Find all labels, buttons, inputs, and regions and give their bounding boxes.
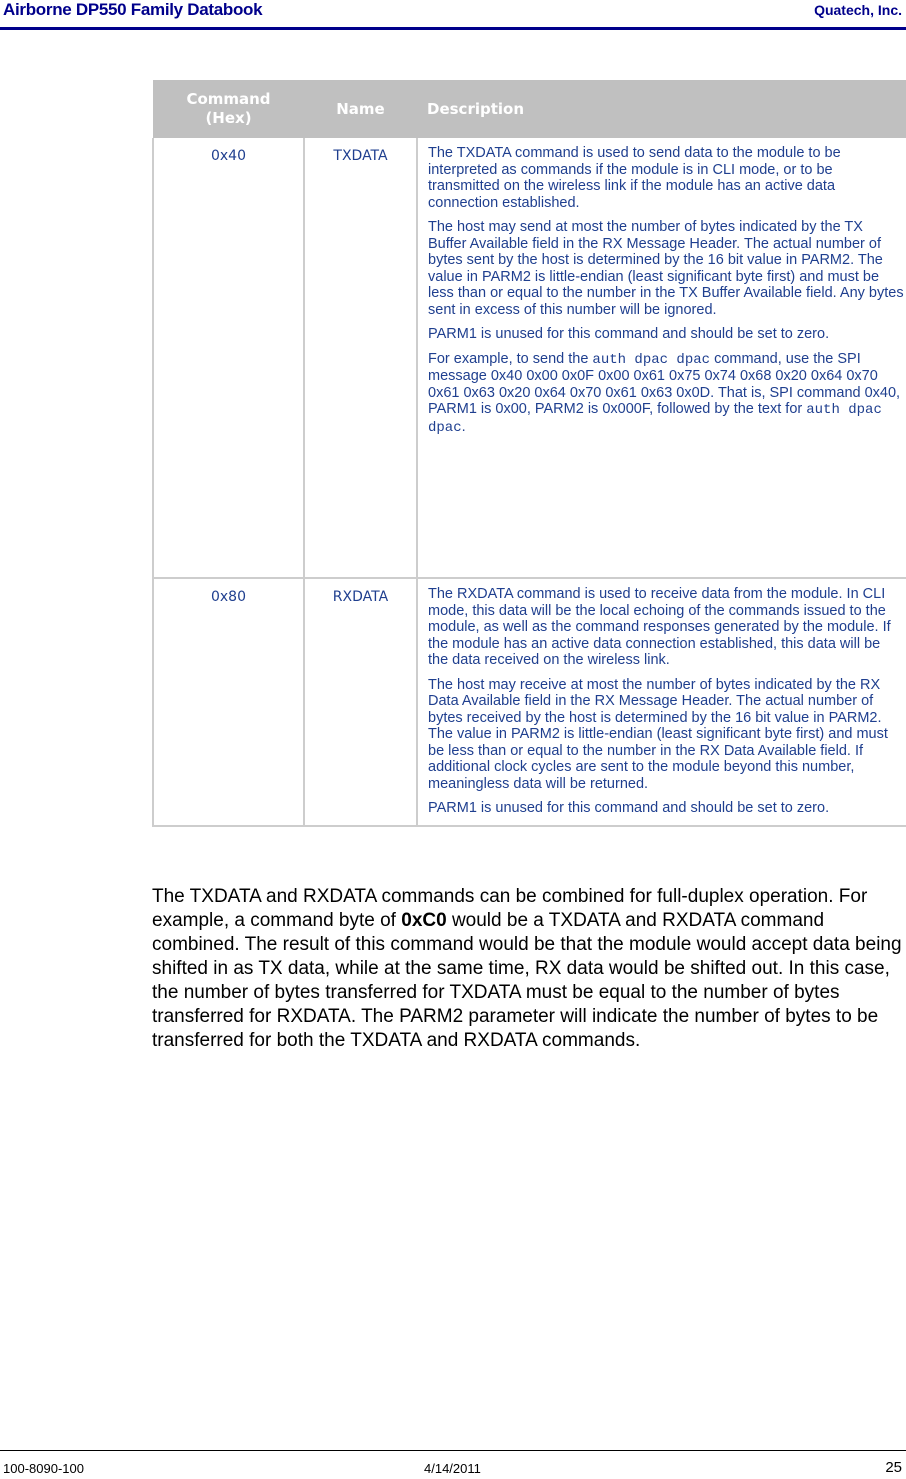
text-run: For example, to send the [428,350,593,367]
table-row [153,138,906,578]
description-paragraph [428,351,904,437]
code-text: auth dpac dpac [592,351,711,368]
cell-command: 0x80 [153,578,304,826]
header-command [153,80,304,138]
header-description: Description [417,80,906,138]
cell-command: 0x40 [153,138,304,578]
table-header-row [153,80,906,138]
company-name: Quatech, Inc. [814,2,902,18]
text-run: would be a TXDATA and RXDATA command combined. The result of this command would be that the module would accept data being shifted in as TX data, while at the same time, RX data would be shifted out. In this case, the number of bytes transferred for TXDATA must be equal to the number of bytes transferred for RXDATA. The PARM2 parameter will indicate the number of bytes to be transferred for both the TXDATA and RXDATA commands. [152,910,902,1051]
text-run: command, use the SPI message 0x40 0x00 0x0F 0x00 0x61 0x75 0x74 0x68 0x20 0x64 0x70 0x61 0x63 0x20 0x64 0x70 0x61 0x63 0x0D. That is, SPI command 0x40, PARM1 is 0x00, PARM2 is 0x000F, followed by the text for [428,350,901,417]
bold-text: 0xC0 [401,910,447,931]
description-paragraph: PARM1 is unused for this command and should be set to zero. [428,800,830,816]
page-number: 25 [885,1459,902,1476]
text-run: . [461,418,466,435]
cell-description [417,138,906,578]
description-paragraph: PARM1 is unused for this command and should be set to zero. [428,326,830,342]
cell-name: TXDATA [304,138,417,578]
description-paragraph: The host may send at most the number of bytes indicated by the TX Buffer Available field in the RX Message Header. The actual number of bytes sent by the host is determined by the 16 bit value in PARM2. The value in PARM2 is little-endian (least significant byte first) and must be less than or equal to the number in the TX Buffer Available field. Any bytes sent in excess of this number will be ignored. [428,219,904,318]
text-run: The TXDATA and RXDATA commands can be combined for full-duplex operation. For example, a command byte of [152,886,868,931]
cell-name: RXDATA [304,578,417,826]
header-name: Name [304,80,417,138]
doc-number: 100-8090-100 [3,1461,84,1476]
document-title: Airborne DP550 Family Databook [3,0,263,19]
doc-date: 4/14/2011 [424,1461,481,1476]
table-row [153,578,906,826]
header-rule [0,27,906,30]
description-paragraph: The TXDATA command is used to send data to the module to be interpreted as commands if the module is in CLI mode, or to be transmitted on the wireless link if the module has an active data connection established. [428,145,841,211]
footer-rule [0,1450,906,1451]
cell-description [417,578,906,826]
description-paragraph: The RXDATA command is used to receive data from the module. In CLI mode, this data will be the local echoing of the commands issued to the module, as well as the command responses generated by the module. If the module has an active data connection established, this data will be the data received on the wireless link. [428,586,891,668]
body-paragraph [152,885,904,1053]
header-command-label: Command (Hex) [186,90,271,127]
code-text: auth dpac dpac [428,402,882,436]
command-table [152,80,906,827]
description-paragraph: The host may receive at most the number of bytes indicated by the RX Data Available field in the RX Message Header. The actual number of bytes received by the host is determined by the 16 bit value in PARM2. The value in PARM2 is little-endian (least significant byte first) and must be less than or equal to the number in the RX Data Available field. If additional clock cycles are sent to the module beyond this number, meaningless data will be returned. [428,676,888,792]
